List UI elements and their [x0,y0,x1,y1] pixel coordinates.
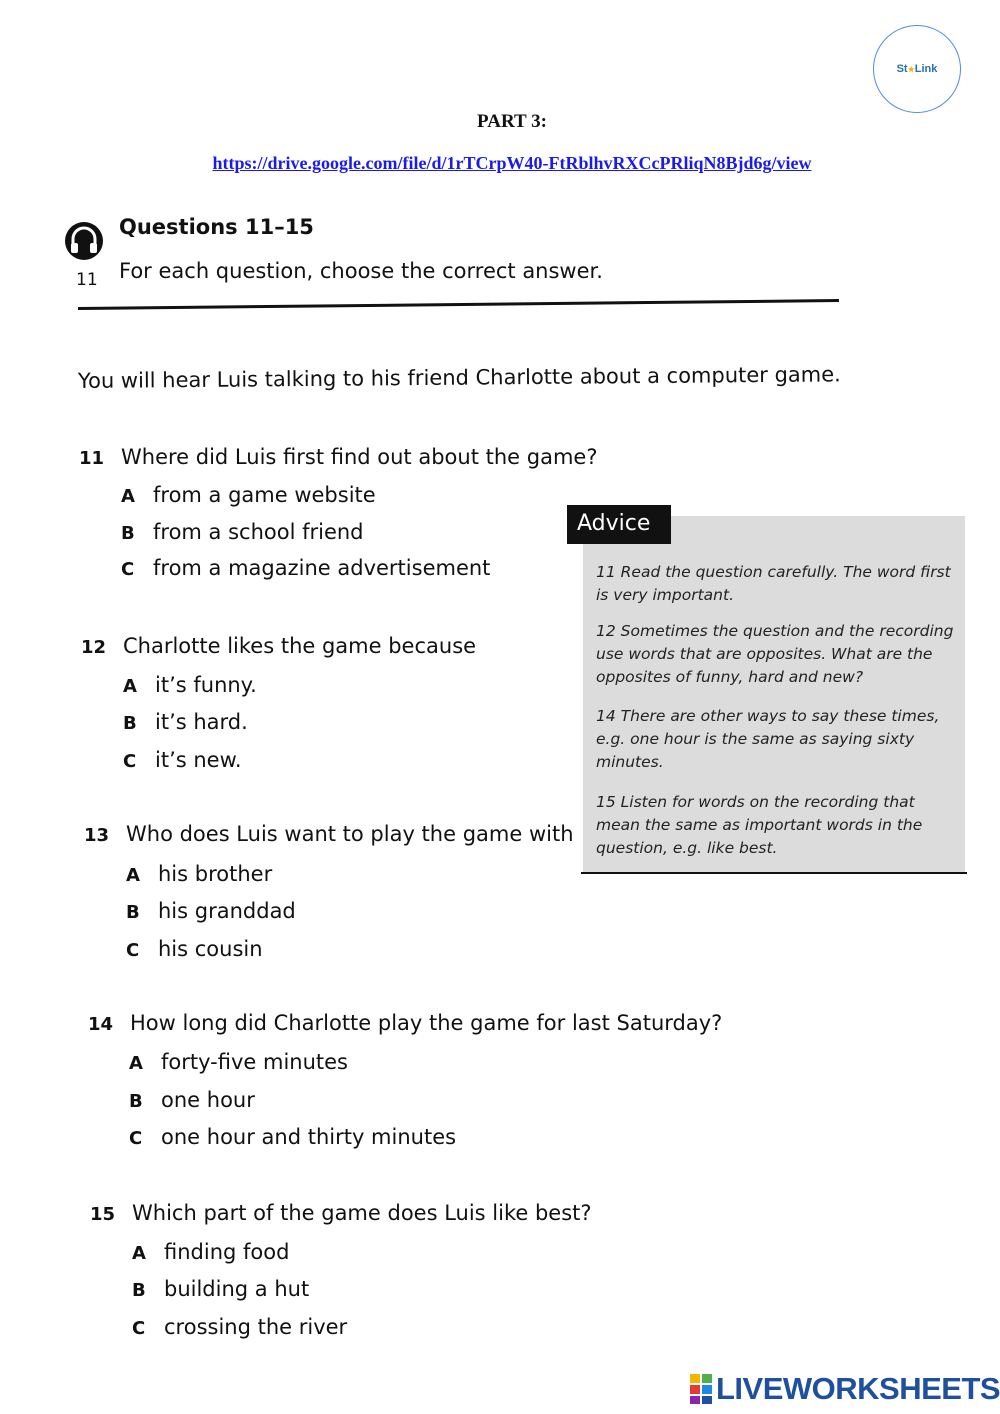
question-number: 14 [88,1014,114,1035]
divider [78,299,839,310]
question-14 [88,1011,722,1035]
option-14-b[interactable]: B one hour [129,1088,255,1112]
question-12 [81,634,476,658]
question-number: 13 [84,825,110,846]
question-number: 15 [90,1204,116,1225]
advice-title: Advice [567,505,671,544]
brand-text: LIVEWORKSHEETS [716,1371,1000,1406]
advice-box [567,505,965,875]
logo-text-left: St [896,63,908,75]
question-13 [84,822,574,846]
option-15-a[interactable]: A finding food [132,1240,290,1264]
option-13-b[interactable]: B his granddad [126,899,296,923]
question-15 [90,1201,592,1225]
option-12-c[interactable]: C it’s new. [123,748,242,772]
option-12-a[interactable]: A it’s funny. [123,673,257,697]
option-11-c[interactable]: C from a magazine advertisement [121,556,491,580]
part-title: PART 3: [477,111,547,132]
headphones-icon [64,219,104,263]
option-13-c[interactable]: C his cousin [126,937,263,961]
advice-tip-12: 12 Sometimes the question and the recording use words that are opposites. What are the opposites of funny, hard and new? [596,622,954,686]
advice-tip-11: 11 Read the question carefully. The word first is very important. [596,563,951,604]
question-number: 11 [79,448,105,469]
intro-text: You will hear Luis talking to his friend Charlotte about a computer game. [77,362,841,393]
option-11-b[interactable]: B from a school friend [121,520,364,544]
question-text: Who does Luis want to play the game with [126,822,574,846]
question-text: How long did Charlotte play the game for last Saturday? [130,1011,723,1035]
question-text: Which part of the game does Luis like best? [132,1201,592,1225]
option-14-a[interactable]: A forty-five minutes [129,1050,349,1074]
question-number: 12 [81,637,107,658]
track-number: 11 [76,270,98,290]
option-15-b[interactable]: B building a hut [132,1277,310,1301]
audio-link[interactable]: https://drive.google.com/file/d/1rTCrpW40-FtRblhvRXCcPRliqN8Bjd6g/view [212,153,812,173]
advice-tip-15: 15 Listen for words on the recording that mean the same as important words in the question, e.g. like best. [596,793,923,857]
logo-text-right: Link [914,63,938,75]
star-icon: ★ [907,64,915,74]
starlink-logo [873,25,961,113]
questions-heading: Questions 11–15 [119,215,314,239]
option-12-b[interactable]: B it’s hard. [123,710,248,734]
liveworksheets-brand [690,1371,1000,1407]
advice-divider [581,872,967,874]
option-13-a[interactable]: A his brother [126,862,273,886]
advice-tip-14: 14 There are other ways to say these times, e.g. one hour is the same as saying sixty minutes. [596,707,940,771]
question-11 [79,445,597,469]
option-11-a[interactable]: A from a game website [121,483,376,507]
option-15-c[interactable]: C crossing the river [132,1315,348,1339]
question-text: Charlotte likes the game because [123,634,477,658]
option-14-c[interactable]: C one hour and thirty minutes [129,1125,457,1149]
liveworksheets-icon [690,1374,712,1404]
question-text: Where did Luis first find out about the game? [121,445,598,469]
instruction-text: For each question, choose the correct answer. [119,259,603,283]
